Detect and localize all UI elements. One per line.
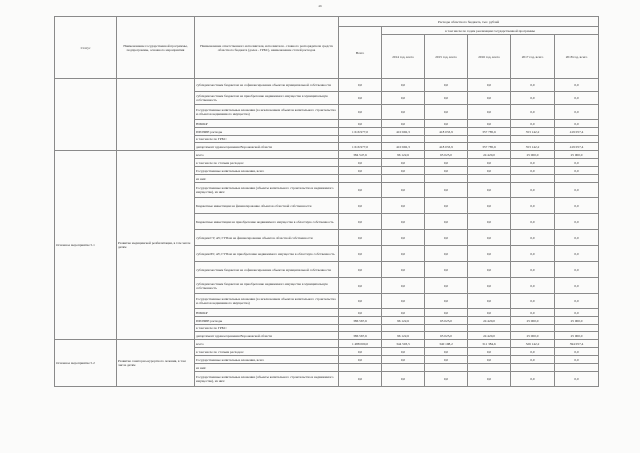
- status-cell: Основное мероприятие 5.2: [55, 340, 117, 387]
- year-value-cell: 0,0: [382, 262, 425, 278]
- year-value-cell: 0,0: [382, 79, 425, 92]
- year-value-cell: [555, 175, 599, 183]
- funding-source-cell: всего: [195, 340, 339, 348]
- total-cell: 384 547,6: [339, 151, 382, 159]
- year-value-cell: 0,0: [382, 294, 425, 309]
- total-cell: 0,0: [339, 105, 382, 120]
- year-value-cell: 0,0: [468, 278, 511, 294]
- year-value-cell: 344 503,5: [382, 340, 425, 348]
- year-value-cell: 0,0: [382, 246, 425, 262]
- total-cell: 0,0: [339, 92, 382, 105]
- funding-source-cell: Государственные капитальные вложения (объекты капитального строительства и недвижимого имущества), из них:: [195, 183, 339, 198]
- year-value-cell: 0,0: [555, 372, 599, 387]
- total-cell: [339, 364, 382, 372]
- year-value-cell: 357 785,6: [468, 143, 511, 151]
- total-cell: [339, 325, 382, 332]
- year-value-cell: 0,0: [555, 230, 599, 246]
- table-row: [55, 340, 599, 348]
- header-status: Статус: [55, 17, 117, 79]
- program-name-cell: Развитие медицинской реабилитации, в том числе детям: [117, 151, 195, 340]
- year-value-cell: 96 122,6: [382, 317, 425, 325]
- year-value-cell: 0,0: [425, 294, 468, 309]
- header-by-year: в том числе по годам реализации государственной программы: [382, 27, 599, 35]
- year-value-cell: 394 057,4: [555, 340, 599, 348]
- year-value-cell: 0,0: [468, 105, 511, 120]
- year-value-cell: 326 142,2: [511, 340, 555, 348]
- total-cell: [339, 175, 382, 183]
- total-cell: 0,0: [339, 198, 382, 214]
- total-cell: 0,0: [339, 356, 382, 364]
- year-value-cell: 96 122,6: [382, 151, 425, 159]
- header-total: Всего: [339, 27, 382, 79]
- year-value-cell: [425, 175, 468, 183]
- funding-source-cell: субсидии местным бюджетам на приобретение недвижимого имущества в муниципальную собственность: [195, 278, 339, 294]
- funding-source-cell: департамент здравоохранения Воронежской области: [195, 332, 339, 340]
- year-value-cell: 0,0: [425, 372, 468, 387]
- year-value-cell: 0,0: [555, 159, 599, 167]
- year-value-cell: 0,0: [555, 278, 599, 294]
- year-value-cell: 0,0: [425, 105, 468, 120]
- funding-source-cell: субсидии местным бюджетам на софинансирование объектов муниципальной собственности: [195, 262, 339, 278]
- year-value-cell: [425, 364, 468, 372]
- year-value-cell: 0,0: [382, 278, 425, 294]
- year-value-cell: 0,0: [425, 262, 468, 278]
- year-value-cell: 0,0: [511, 214, 555, 230]
- year-value-cell: 353 142,2: [511, 143, 555, 151]
- year-value-cell: 0,0: [511, 372, 555, 387]
- year-value-cell: 0,0: [511, 120, 555, 128]
- total-cell: 1 616 977,0: [339, 143, 382, 151]
- header-program-name: Наименование государственной программы, подпрограммы, основного мероприятия: [117, 17, 195, 79]
- year-value-cell: 25 000,0: [555, 332, 599, 340]
- total-cell: 0,0: [339, 230, 382, 246]
- year-value-cell: 0,0: [511, 356, 555, 364]
- year-value-cell: 0,0: [425, 348, 468, 356]
- year-value-cell: 0,0: [425, 159, 468, 167]
- total-cell: 386 567,6: [339, 317, 382, 325]
- year-value-cell: 418 033,9: [425, 143, 468, 151]
- header-year: 2015 год, всего: [425, 35, 468, 79]
- year-value-cell: 0,0: [511, 198, 555, 214]
- year-value-cell: 0,0: [555, 79, 599, 92]
- funding-source-cell: субсидии ГУ, АУ, ГУПам на финансирование объектов областной собственности: [195, 230, 339, 246]
- header-year: 2017 год, всего: [511, 35, 555, 79]
- year-value-cell: 0,0: [382, 372, 425, 387]
- funding-source-cell: Бюджетные инвестиции на финансирование объектов областной собственности: [195, 198, 339, 214]
- year-value-cell: [511, 175, 555, 183]
- funding-source-cell: всего: [195, 151, 339, 159]
- year-value-cell: 0,0: [382, 92, 425, 105]
- year-value-cell: 0,0: [425, 230, 468, 246]
- year-value-cell: 0,0: [555, 294, 599, 309]
- year-value-cell: 25 000,0: [511, 151, 555, 159]
- year-value-cell: 0,0: [382, 214, 425, 230]
- year-value-cell: 0,0: [382, 167, 425, 175]
- total-cell: [339, 136, 382, 143]
- year-value-cell: 419 057,4: [555, 143, 599, 151]
- year-value-cell: [382, 325, 425, 332]
- total-cell: 1 488 000,0: [339, 340, 382, 348]
- total-cell: 0,0: [339, 79, 382, 92]
- year-value-cell: 0,0: [382, 230, 425, 246]
- year-value-cell: 0,0: [468, 356, 511, 364]
- funding-source-cell: в том числе по ГРБС:: [195, 136, 339, 143]
- year-value-cell: 65 025,0: [425, 317, 468, 325]
- funding-source-cell: субсидии местным бюджетам на софинансирование объектов муниципальной собственности: [195, 79, 339, 92]
- year-value-cell: [511, 364, 555, 372]
- year-value-cell: 24 420,0: [468, 317, 511, 325]
- year-value-cell: 0,0: [425, 246, 468, 262]
- year-value-cell: [511, 136, 555, 143]
- year-value-cell: 0,0: [555, 262, 599, 278]
- year-value-cell: 0,0: [511, 167, 555, 175]
- funding-source-cell: Государственные капитальные вложения (за исключением объектов капитального строительства и объектов недвижимого имущества): [195, 294, 339, 309]
- total-cell: 0,0: [339, 262, 382, 278]
- year-value-cell: 0,0: [425, 198, 468, 214]
- year-value-cell: 0,0: [382, 309, 425, 317]
- year-value-cell: [425, 136, 468, 143]
- total-cell: 1 616 977,0: [339, 128, 382, 136]
- year-value-cell: [382, 136, 425, 143]
- year-value-cell: 0,0: [382, 198, 425, 214]
- status-cell: Основное мероприятие 5.1: [55, 151, 117, 340]
- total-cell: 0,0: [339, 246, 382, 262]
- year-value-cell: 0,0: [468, 198, 511, 214]
- year-value-cell: 0,0: [511, 105, 555, 120]
- funding-source-cell: в том числе по статьям расходов:: [195, 348, 339, 356]
- year-value-cell: 0,0: [511, 246, 555, 262]
- year-value-cell: 24 420,0: [468, 332, 511, 340]
- header-year: 2016 год, всего: [468, 35, 511, 79]
- funding-source-cell: Бюджетные инвестиции на приобретение недвижимого имущества в областную собственность: [195, 214, 339, 230]
- year-value-cell: 0,0: [425, 183, 468, 198]
- year-value-cell: 0,0: [555, 356, 599, 364]
- year-value-cell: 353 142,2: [511, 128, 555, 136]
- header-year: 2014 год, всего: [382, 35, 425, 79]
- year-value-cell: 0,0: [511, 348, 555, 356]
- year-value-cell: 24 420,0: [468, 151, 511, 159]
- total-cell: 0,0: [339, 120, 382, 128]
- year-value-cell: 418 033,9: [425, 128, 468, 136]
- year-value-cell: 0,0: [468, 262, 511, 278]
- funding-source-cell: ПРОЧИЕ расходы: [195, 128, 339, 136]
- year-value-cell: 0,0: [425, 167, 468, 175]
- year-value-cell: 65 025,0: [425, 332, 468, 340]
- total-cell: 0,0: [339, 167, 382, 175]
- table-body: [55, 79, 599, 387]
- year-value-cell: 25 000,0: [555, 151, 599, 159]
- funding-source-cell: ПРОЧИЕ расходы: [195, 317, 339, 325]
- table-row: [55, 151, 599, 159]
- funding-source-cell: Государственные капитальные вложения, всего: [195, 356, 339, 364]
- year-value-cell: 0,0: [511, 294, 555, 309]
- total-cell: 0,0: [339, 348, 382, 356]
- year-value-cell: 0,0: [425, 356, 468, 364]
- year-value-cell: 0,0: [468, 348, 511, 356]
- funding-source-cell: Государственные капитальные вложения (объекты капитального строительства и недвижимого имущества), из них:: [195, 372, 339, 387]
- year-value-cell: 0,0: [555, 309, 599, 317]
- year-value-cell: [425, 325, 468, 332]
- year-value-cell: 410 692,3: [382, 143, 425, 151]
- year-value-cell: 25 000,0: [511, 317, 555, 325]
- year-value-cell: 357 785,6: [468, 128, 511, 136]
- year-value-cell: 0,0: [425, 309, 468, 317]
- year-value-cell: [468, 175, 511, 183]
- year-value-cell: 96 122,6: [382, 332, 425, 340]
- year-value-cell: 0,0: [555, 246, 599, 262]
- year-value-cell: 0,0: [468, 167, 511, 175]
- year-value-cell: 0,0: [382, 348, 425, 356]
- year-value-cell: [382, 364, 425, 372]
- funding-source-cell: Государственные капитальные вложения, всего: [195, 167, 339, 175]
- year-value-cell: 0,0: [511, 183, 555, 198]
- year-value-cell: 0,0: [511, 262, 555, 278]
- funding-source-cell: НИОКР: [195, 120, 339, 128]
- year-value-cell: 0,0: [425, 278, 468, 294]
- total-cell: 0,0: [339, 159, 382, 167]
- year-value-cell: [555, 325, 599, 332]
- header-year: 2018 год, всего: [555, 35, 599, 79]
- funding-source-cell: Государственные капитальные вложения (за исключением объектов капитального строительства и объектов недвижимого имущества): [195, 105, 339, 120]
- year-value-cell: 410 692,3: [382, 128, 425, 136]
- year-value-cell: 0,0: [425, 214, 468, 230]
- year-value-cell: 0,0: [425, 120, 468, 128]
- total-cell: 0,0: [339, 372, 382, 387]
- budget-table: [54, 16, 599, 387]
- funding-source-cell: из них:: [195, 175, 339, 183]
- year-value-cell: [468, 364, 511, 372]
- year-value-cell: 0,0: [555, 120, 599, 128]
- table-row: [55, 79, 599, 92]
- year-value-cell: 0,0: [511, 230, 555, 246]
- year-value-cell: 0,0: [468, 372, 511, 387]
- year-value-cell: 340 198,2: [425, 340, 468, 348]
- year-value-cell: 0,0: [555, 198, 599, 214]
- total-cell: 0,0: [339, 214, 382, 230]
- year-value-cell: 0,0: [425, 79, 468, 92]
- year-value-cell: [555, 364, 599, 372]
- funding-source-cell: из них:: [195, 364, 339, 372]
- year-value-cell: 0,0: [511, 278, 555, 294]
- year-value-cell: 0,0: [382, 120, 425, 128]
- year-value-cell: 0,0: [511, 309, 555, 317]
- total-cell: 0,0: [339, 294, 382, 309]
- year-value-cell: 0,0: [468, 214, 511, 230]
- year-value-cell: 0,0: [382, 183, 425, 198]
- funding-source-cell: субсидии БУ, АУ, ГУПам на приобретение недвижимого имущества в областную собственность: [195, 246, 339, 262]
- year-value-cell: [468, 325, 511, 332]
- funding-source-cell: НИОКР: [195, 309, 339, 317]
- total-cell: 386 567,6: [339, 332, 382, 340]
- year-value-cell: 0,0: [511, 159, 555, 167]
- year-value-cell: 0,0: [382, 105, 425, 120]
- funding-source-cell: субсидии местным бюджетам на приобретение недвижимого имущества в муниципальную собственность: [195, 92, 339, 105]
- year-value-cell: 0,0: [425, 92, 468, 105]
- year-value-cell: 0,0: [555, 183, 599, 198]
- funding-source-cell: департамент здравоохранения Воронежской области: [195, 143, 339, 151]
- year-value-cell: [555, 136, 599, 143]
- year-value-cell: 0,0: [511, 79, 555, 92]
- year-value-cell: 0,0: [555, 105, 599, 120]
- year-value-cell: 0,0: [555, 167, 599, 175]
- year-value-cell: 25 000,0: [511, 332, 555, 340]
- year-value-cell: 0,0: [468, 309, 511, 317]
- year-value-cell: 0,0: [468, 246, 511, 262]
- year-value-cell: 65 025,0: [425, 151, 468, 159]
- year-value-cell: 311 384,6: [468, 340, 511, 348]
- year-value-cell: 0,0: [555, 348, 599, 356]
- funding-source-cell: в том числе по ГРБС:: [195, 325, 339, 332]
- header-funding-source: Наименование ответственного исполнителя, исполнителя - главного распорядителя средств областного бюджета (далее - ГРБС), наименование статей расходов: [195, 17, 339, 79]
- year-value-cell: 0,0: [468, 230, 511, 246]
- year-value-cell: 0,0: [468, 92, 511, 105]
- year-value-cell: [382, 175, 425, 183]
- year-value-cell: 0,0: [468, 294, 511, 309]
- year-value-cell: [511, 325, 555, 332]
- status-cell: [55, 79, 117, 151]
- year-value-cell: 0,0: [468, 120, 511, 128]
- year-value-cell: 0,0: [555, 92, 599, 105]
- year-value-cell: 0,0: [382, 159, 425, 167]
- program-name-cell: Развитие санаторно-курортного лечения, в том числе детям: [117, 340, 195, 387]
- year-value-cell: 0,0: [468, 79, 511, 92]
- year-value-cell: 0,0: [468, 183, 511, 198]
- funding-source-cell: в том числе по статьям расходов:: [195, 159, 339, 167]
- page-number: 46: [318, 4, 322, 8]
- total-cell: 0,0: [339, 183, 382, 198]
- year-value-cell: 0,0: [555, 214, 599, 230]
- program-name-cell: [117, 79, 195, 151]
- year-value-cell: 25 000,0: [555, 317, 599, 325]
- year-value-cell: 419 057,4: [555, 128, 599, 136]
- year-value-cell: [468, 136, 511, 143]
- total-cell: 0,0: [339, 278, 382, 294]
- header-expenses-title: Расходы областного бюджета, тыс. рублей: [339, 17, 599, 27]
- year-value-cell: 0,0: [382, 356, 425, 364]
- total-cell: 0,0: [339, 309, 382, 317]
- year-value-cell: 0,0: [468, 159, 511, 167]
- year-value-cell: 0,0: [511, 92, 555, 105]
